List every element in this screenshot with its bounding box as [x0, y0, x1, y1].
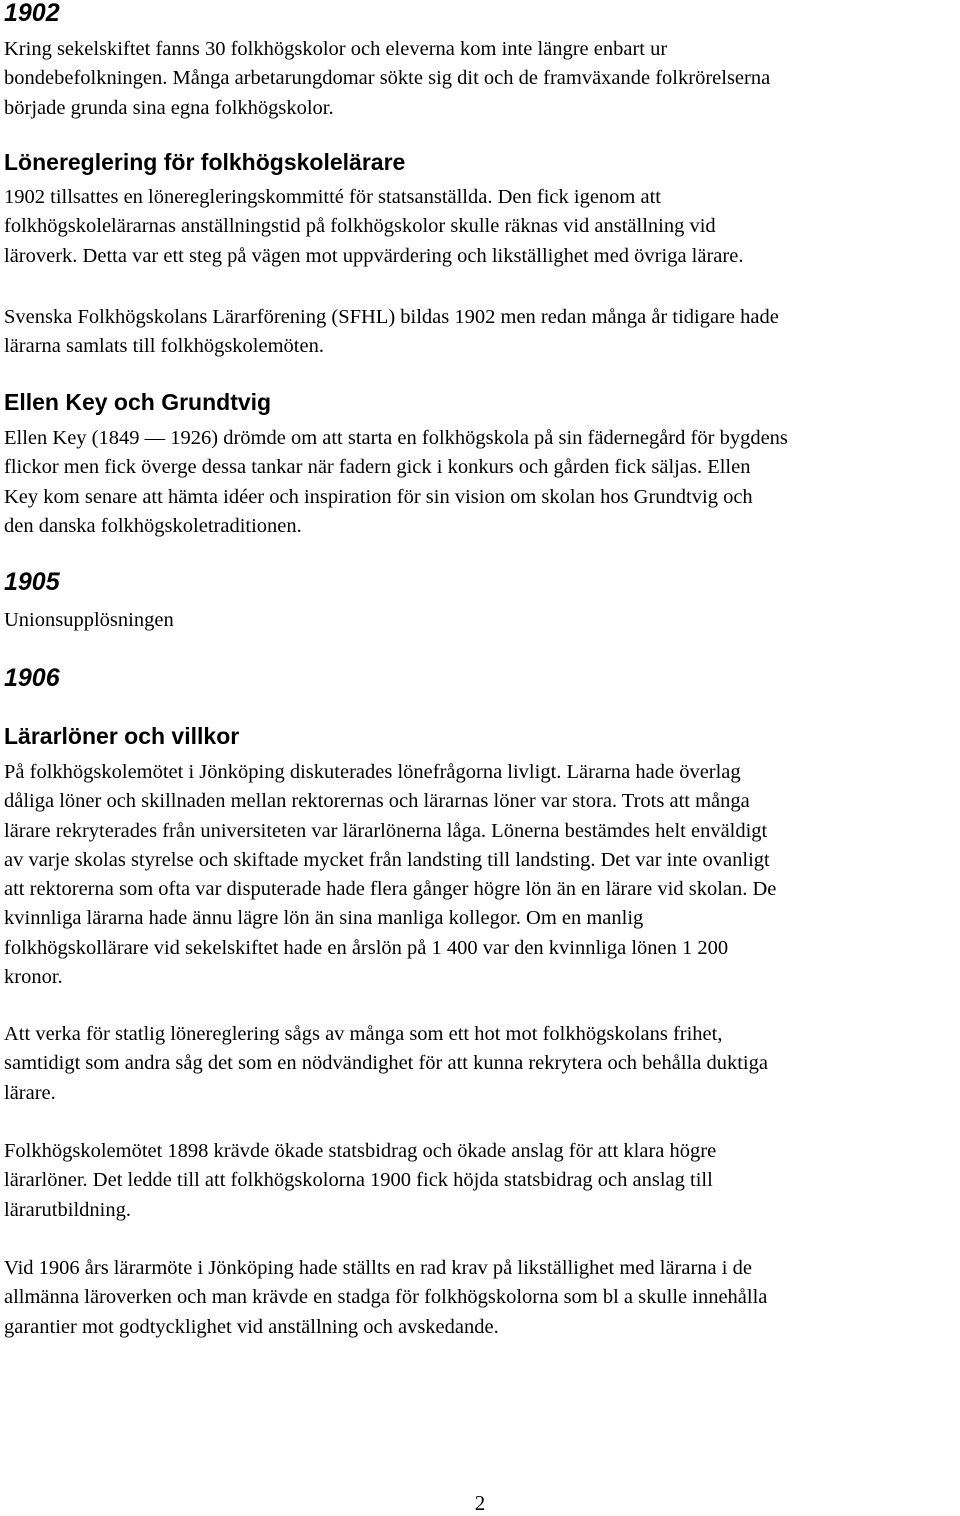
paragraph-line: den danska folkhögskoletraditionen. [4, 514, 302, 537]
section-heading-ellen-key: Ellen Key och Grundtvig [4, 389, 272, 415]
paragraph-line: allmänna läroverken och man krävde en stadga för folkhögskolorna som bl a skulle innehålla [4, 1286, 768, 1309]
paragraph-line: Kring sekelskiftet fanns 30 folkhögskolor och eleverna kom inte längre enbart ur [4, 38, 668, 60]
paragraph-line: Key kom senare att hämta idéer och inspiration för sin vision om skolan hos Grundtvig och [4, 485, 753, 508]
paragraph-line: Ellen Key (1849 — 1926) drömde om att starta en folkhögskola på sin fädernegård för bygdens [4, 427, 788, 449]
paragraph-unionsupplosningen [4, 606, 174, 635]
paragraph-line: läroverk. Detta var ett steg på vägen mot uppvärdering och likställighet med övriga lärare. [4, 244, 744, 267]
paragraph-line: Svenska Folkhögskolans Lärarförening (SFHL) bildas 1902 men redan många år tidigare hade [4, 306, 779, 328]
paragraph-line: lärarna samlats till folkhögskolemöten. [4, 335, 324, 358]
paragraph-statlig-lonereglering [4, 1020, 768, 1108]
paragraph-line: Att verka för statlig lönereglering sågs av många som ett hot mot folkhögskolans frihet, [4, 1023, 723, 1045]
year-heading-1906: 1906 [4, 664, 60, 692]
paragraph-line: kvinnliga lärarna hade ännu lägre lön än sina manliga kollegor. Om en manlig [4, 907, 644, 930]
paragraph-line: lärarutbildning. [4, 1198, 131, 1221]
paragraph-kring-sekelskiftet [4, 35, 770, 123]
paragraph-line: Vid 1906 års lärarmöte i Jönköping hade ställts en rad krav på likställighet med lärarna i de [4, 1257, 752, 1279]
paragraph-line: Unionsupplösningen [4, 609, 174, 631]
year-heading-1905: 1905 [4, 568, 60, 596]
year-heading-1902: 1902 [4, 0, 60, 27]
paragraph-ellen-key [4, 424, 788, 541]
paragraph-line: började grunda sina egna folkhögskolor. [4, 96, 334, 119]
paragraph-line: flickor men fick överge dessa tankar när fadern gick i konkurs och gården fick säljas. Ellen [4, 456, 751, 479]
paragraph-line: bondebefolkningen. Många arbetarungdomar sökte sig dit och de framväxande folkrörelserna [4, 67, 771, 90]
paragraph-line: lärarlöner. Det ledde till att folkhögskolorna 1900 fick höjda statsbidrag och anslag till [4, 1169, 713, 1192]
paragraph-line: folkhögskolelärarnas anställningstid på folkhögskolor skulle räknas vid anställning vid [4, 215, 716, 238]
section-heading-lonereglering: Lönereglering för folkhögskolelärare [4, 149, 406, 175]
paragraph-sfhl [4, 303, 779, 362]
paragraph-line: lärare rekryterades från universiteten var lärarlönerna låga. Lönerna bestämdes helt enväldigt [4, 819, 768, 842]
paragraph-line: folkhögskollärare vid sekelskiftet hade en årslön på 1 400 var den kvinnliga lönen 1 200 [4, 936, 729, 959]
paragraph-loneregleringskommitte [4, 183, 743, 271]
paragraph-line: samtidigt som andra såg det som en nödvändighet för att kunna rekrytera och behålla duktiga [4, 1052, 768, 1075]
paragraph-line: På folkhögskolemötet i Jönköping diskuterades lönefrågorna livligt. Lärarna hade överlag [4, 761, 741, 783]
paragraph-line: garantier mot godtycklighet vid anställning och avskedande. [4, 1315, 499, 1338]
paragraph-line: kronor. [4, 966, 63, 989]
paragraph-line: att rektorerna som ofta var disputerade hade flera gånger högre lön än en lärare vid skolan. De [4, 878, 777, 901]
paragraph-line: Folkhögskolemötet 1898 krävde ökade statsbidrag och ökade anslag för att klara högre [4, 1140, 717, 1162]
paragraph-line: dåliga löner och skillnaden mellan rektorernas och lärarnas löner var stora. Trots att många [4, 790, 750, 813]
paragraph-line: lärare. [4, 1081, 56, 1104]
paragraph-lararmote-1906 [4, 1254, 767, 1342]
section-heading-lararloner: Lärarlöner och villkor [4, 723, 240, 749]
paragraph-folkhogskolemotet-jonkoping [4, 758, 776, 992]
paragraph-line: 1902 tillsattes en löneregleringskommitté för statsanställda. Den fick igenom att [4, 186, 661, 208]
page-number: 2 [474, 1491, 486, 1515]
paragraph-line: av varje skolas styrelse och skiftade mycket från landsting till landsting. Det var inte ovanligt [4, 848, 770, 871]
paragraph-folkhogskolemotet-1898 [4, 1137, 716, 1225]
